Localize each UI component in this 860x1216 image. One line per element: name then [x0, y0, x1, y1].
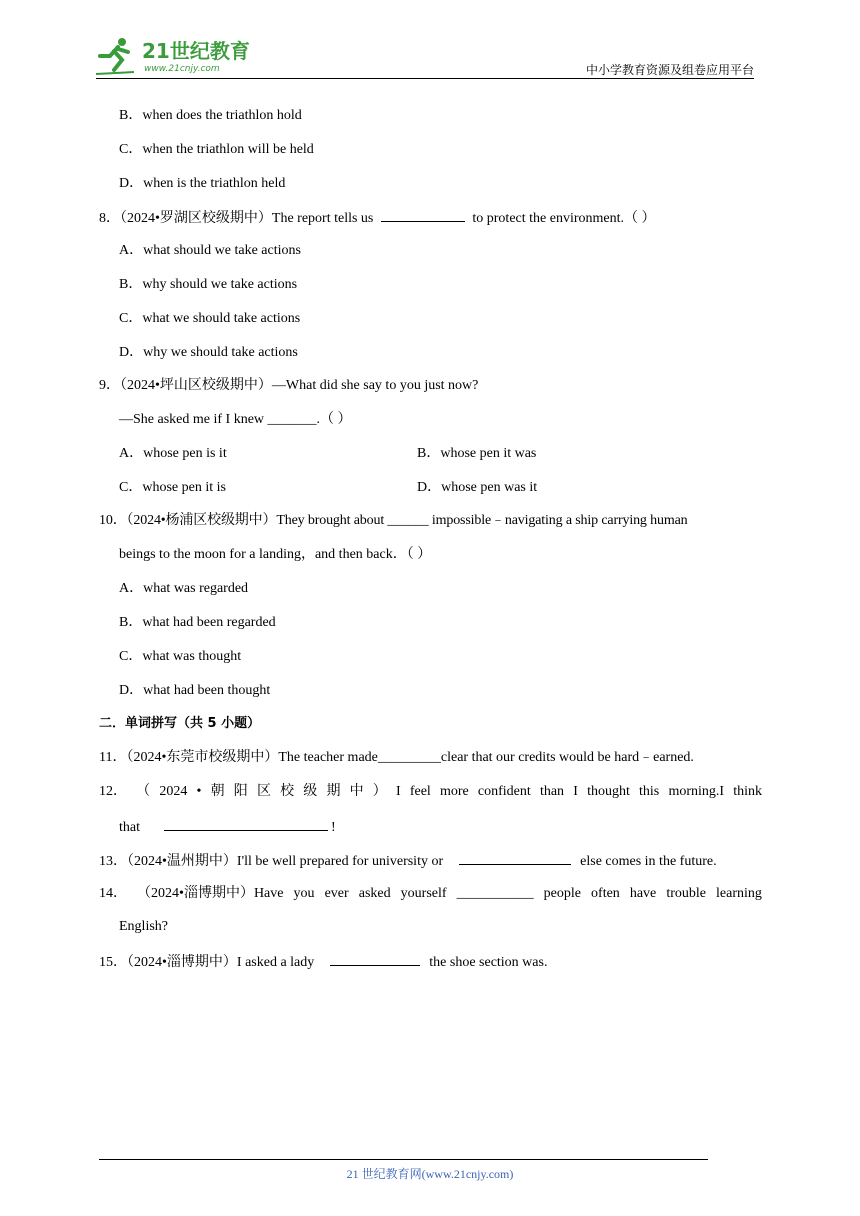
q7-option-d: D．when is the triathlon held [119, 176, 286, 191]
q10-stem: 10．（2024•杨浦区校级期中）They brought about ______ impossible﹣navigating a ship carrying human [99, 513, 688, 528]
q9-option-c: C．whose pen it is [119, 480, 226, 495]
q14-line2: English? [119, 919, 168, 934]
platform-name: 中小学教育资源及组卷应用平台 [585, 63, 754, 77]
answer-blank[interactable] [381, 208, 465, 222]
q8-option-b: B．why should we take actions [119, 277, 298, 292]
section-title: 二．单词拼写（共 5 小题） [99, 716, 261, 731]
q10-line2: beings to the moon for a landing，and then back．（ ） [119, 547, 432, 562]
q7-option-c: C．when the triathlon will be held [119, 142, 314, 157]
q10-option-b: B．what had been regarded [119, 615, 276, 630]
footer-divider [99, 1159, 708, 1160]
q12-line2: that ! [119, 817, 336, 837]
svg-text:21世纪教育: 21世纪教育 [142, 39, 250, 63]
q9-option-a: A．whose pen is it [119, 446, 227, 461]
svg-text:www.21cnjy.com: www.21cnjy.com [144, 64, 220, 74]
q7-option-b: B．when does the triathlon hold [119, 108, 302, 123]
runner-icon [96, 38, 134, 74]
q8-option-d: D．why we should take actions [119, 345, 298, 360]
q14-stem: 14． （2024•淄博期中）Have you ever asked yourself ___________ people often have trouble learning [99, 886, 762, 901]
q13-stem: 13．（2024•温州期中）I'll be well prepared for university or else comes in the future. [99, 851, 717, 871]
q15-stem: 15．（2024•淄博期中）I asked a lady the shoe section was. [99, 952, 547, 972]
q8-option-c: C．what we should take actions [119, 311, 301, 326]
q10-option-d: D．what had been thought [119, 683, 271, 698]
q8-option-a: A．what should we take actions [119, 243, 301, 258]
q9-option-d: D．whose pen was it [417, 480, 538, 495]
answer-blank[interactable] [330, 952, 420, 966]
q9-stem: 9．（2024•坪山区校级期中）—What did she say to you just now? [99, 378, 479, 393]
q9-option-b: B．whose pen it was [417, 446, 537, 461]
q10-option-a: A．what was regarded [119, 581, 249, 596]
answer-blank[interactable] [459, 851, 571, 865]
q11-stem: 11．（2024•东莞市校级期中）The teacher made_________clear that our credits would be hard﹣earned. [99, 750, 694, 765]
q9-line2: —She asked me if I knew _______.（ ） [119, 412, 352, 427]
q10-option-c: C．what was thought [119, 649, 242, 664]
answer-blank[interactable] [164, 817, 328, 831]
footer-link[interactable]: 21 世纪教育网(www.21cnjy.com) [346, 1167, 514, 1181]
header-divider [96, 78, 754, 79]
site-logo [94, 36, 264, 76]
q12-stem: 12． （ 2024 • 朝 阳 区 校 级 期 中 ） I feel more confident than I thought this morning.I think [99, 784, 762, 799]
q8-stem: 8．（2024•罗湖区校级期中）The report tells us to protect the environment.（ ） [99, 208, 656, 228]
